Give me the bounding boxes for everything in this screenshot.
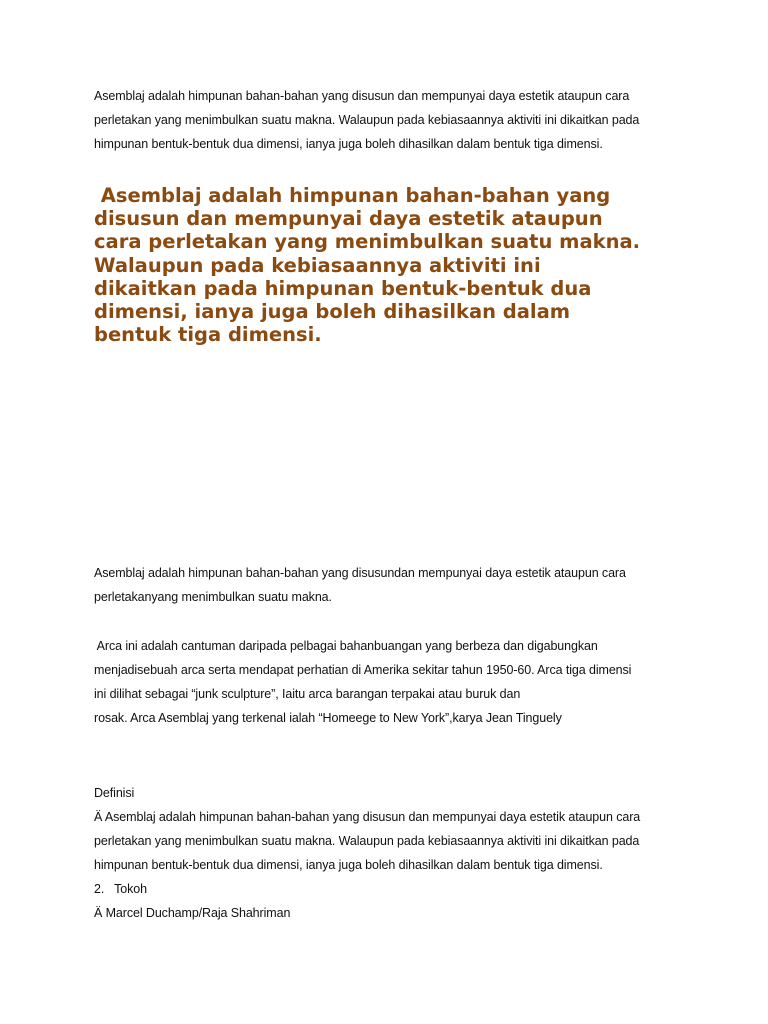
tokoh-line-1: Ä Marcel Duchamp/Raja Shahriman [94,906,291,920]
intro-paragraph [94,84,694,156]
highlight-line-6: dimensi, ianya juga boleh dihasilkan dalam [94,300,571,324]
arca-line-2: menjadisebuah arca serta mendapat perhatian di Amerika sekitar tahun 1950-60. Arca tiga dimensi [94,663,632,677]
highlight-line-5: dikaitkan pada himpunan bentuk-bentuk dua [94,276,592,300]
highlight-line-7: bentuk tiga dimensi. [94,323,322,347]
definisi-line-2: perletakan yang menimbulkan suatu makna. Walaupun pada kebiasaannya aktiviti ini dikaitkan pada [94,834,640,848]
definisi-section [94,781,694,925]
arca-paragraph [94,634,694,730]
highlight-paragraph [94,184,734,346]
highlight-line-2: disusun dan mempunyai daya estetik ataupun [94,207,603,231]
definisi-line-3: himpunan bentuk-bentuk dua dimensi, ianya juga boleh dihasilkan dalam bentuk tiga dimensi. [94,858,603,872]
highlight-line-3: cara perletakan yang menimbulkan suatu makna. [94,230,641,254]
second-line-1: Asemblaj adalah himpunan bahan-bahan yang disusundan mempunyai daya estetik ataupun cara [94,566,626,580]
second-paragraph [94,561,694,609]
arca-line-1: Arca ini adalah cantuman daripada pelbagai bahanbuangan yang berbeza dan digabungkan [94,639,598,653]
intro-line-1: Asemblaj adalah himpunan bahan-bahan yang disusun dan mempunyai daya estetik ataupun cara [94,89,630,103]
intro-line-2: perletakan yang menimbulkan suatu makna. Walaupun pada kebiasaannya aktiviti ini dikaitkan pada [94,113,640,127]
arca-line-3: ini dilihat sebagai “junk sculpture”, Iaitu arca barangan terpakai atau buruk dan [94,687,521,701]
definisi-heading: Definisi [94,786,135,800]
intro-line-3: himpunan bentuk-bentuk dua dimensi, ianya juga boleh dihasilkan dalam bentuk tiga dimensi. [94,137,603,151]
definisi-line-1: Ä Asemblaj adalah himpunan bahan-bahan yang disusun dan mempunyai daya estetik ataupun cara [94,810,641,824]
second-line-2: perletakanyang menimbulkan suatu makna. [94,590,332,604]
tokoh-heading: 2. Tokoh [94,882,147,896]
highlight-line-4: Walaupun pada kebiasaannya aktiviti ini [94,253,541,277]
arca-line-4: rosak. Arca Asemblaj yang terkenal ialah “Homeege to New York”,karya Jean Tinguely [94,711,562,725]
highlight-line-1: Asemblaj adalah himpunan bahan-bahan yang [94,184,611,207]
